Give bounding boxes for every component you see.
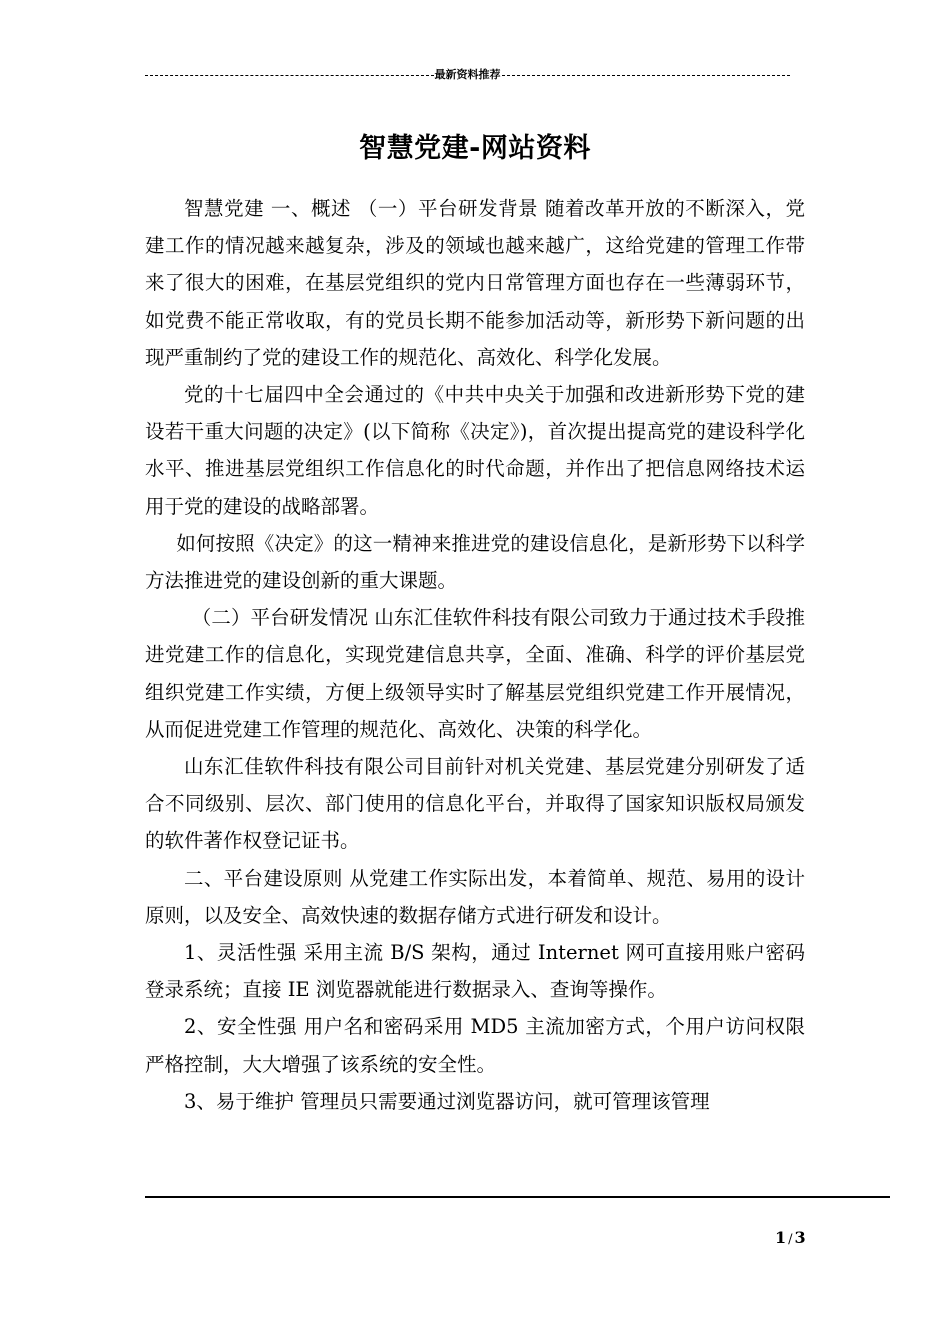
page-total: 3 (794, 1228, 806, 1247)
paragraph-security: 2、安全性强 用户名和密码采用 MD5 主流加密方式，个用户访问权限严格控制，大大增强了该系统的安全性。 (145, 1015, 805, 1076)
header-label: 最新资料推荐 (434, 68, 501, 81)
paragraph-company: 山东汇佳软件科技有限公司目前针对机关党建、基层党建分别研发了适合不同级别、层次、部门使用的信息化平台，并取得了国家知识版权局颁发的软件著作权登记证书。 (145, 755, 805, 853)
page-current: 1 (775, 1228, 787, 1247)
header-dash-left (145, 75, 434, 76)
document-body (145, 190, 805, 1120)
paragraph-decision: 党的十七届四中全会通过的《中共中央关于加强和改进新形势下党的建设若干重大问题的决定》(以下简称《决定》)，首次提出提高党的建设科学化水平、推进基层党组织工作信息化的时代命题，并作出了把信息网络技术运用于党的建设的战略部署。 (145, 383, 805, 518)
paragraph-overview: 智慧党建 一、概述 （一）平台研发背景 随着改革开放的不断深入，党建工作的情况越来越复杂，涉及的领域也越来越广，这给党建的管理工作带来了很大的困难，在基层党组织的党内日常管理方面也存在一些薄弱环节，如党费不能正常收取，有的党员长期不能参加活动等，新形势下新问题的出现严重制约了党的建设工作的规范化、高效化、科学化发展。 (145, 197, 805, 369)
header-dash-right (502, 75, 791, 76)
paragraph-flexibility: 1、灵活性强 采用主流 B/S 架构，通过 Internet 网可直接用账户密码登录系统；直接 IE 浏览器就能进行数据录入、查询等操作。 (145, 941, 805, 1002)
page-header (145, 66, 790, 82)
page-number (775, 1228, 806, 1247)
footer-rule (145, 1196, 890, 1198)
paragraph-development: （二）平台研发情况 山东汇佳软件科技有限公司致力于通过技术手段推进党建工作的信息化，实现党建信息共享，全面、准确、科学的评价基层党组织党建工作实绩，方便上级领导实时了解基层党组织党建工作开展情况，从而促进党建工作管理的规范化、高效化、决策的科学化。 (145, 606, 805, 741)
paragraph-principles: 二、平台建设原则 从党建工作实际出发，本着简单、规范、易用的设计原则，以及安全、高效快速的数据存储方式进行研发和设计。 (145, 866, 805, 927)
paragraph-maintenance: 3、易于维护 管理员只需要通过浏览器访问，就可管理该管理 (184, 1089, 710, 1113)
paragraph-question: 如何按照《决定》的这一精神来推进党的建设信息化，是新形势下以科学方法推进党的建设创新的重大课题。 (145, 531, 805, 593)
page-separator: / (788, 1232, 793, 1247)
document-title: 智慧党建-网站资料 (359, 133, 591, 164)
